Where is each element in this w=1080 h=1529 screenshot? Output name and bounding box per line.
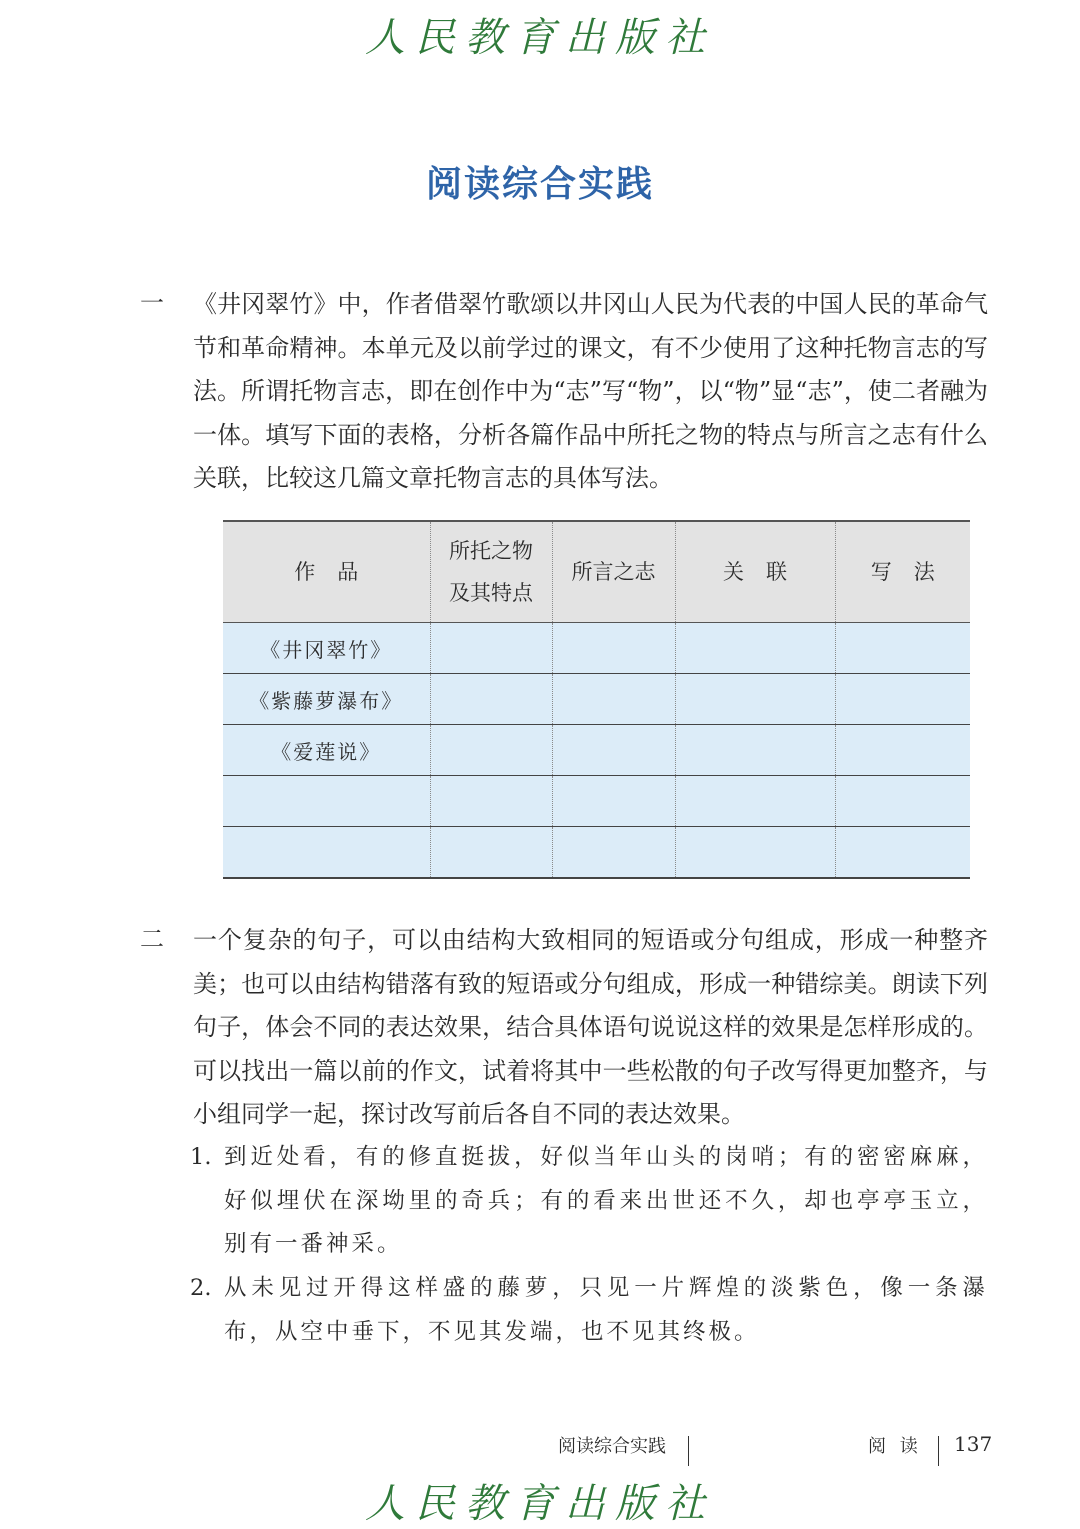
table-cell[interactable] [430, 776, 552, 827]
table-cell[interactable] [675, 623, 835, 674]
table-header-row [223, 521, 970, 623]
header-object-line1: 所托之物 [449, 539, 533, 563]
example-item-2-number: 2. [190, 1275, 212, 1301]
publisher-watermark-top: 人民教育出版社 [365, 15, 715, 61]
section-2-text: 一个复杂的句子，可以由结构大致相同的短语或分句组成，形成一种整齐美；也可以由结构错落有致的短语或分句组成，形成一种错综美。朗读下列句子，体会不同的表达效果，结合具体语句说说这样的效果是怎样形成的。可以找出一篇以前的作文，试着将其中一些松散的句子改写得更加整齐，与小组同学一起，探讨改写前后各自不同的表达效果。 [193, 926, 988, 1128]
table-cell[interactable] [552, 776, 675, 827]
header-work: 作品 [223, 521, 430, 623]
table-cell[interactable] [552, 725, 675, 776]
header-aspiration: 所言之志 [552, 521, 675, 623]
table-cell[interactable] [430, 674, 552, 725]
footer-divider [938, 1436, 939, 1466]
footer-divider [688, 1436, 689, 1466]
page-number: 137 [954, 1432, 993, 1456]
header-relation: 关联 [675, 521, 835, 623]
table-row [223, 623, 970, 674]
page-title: 阅读综合实践 [425, 163, 654, 205]
table-cell[interactable] [675, 827, 835, 879]
table-cell-work: 《井冈翠竹》 [223, 623, 430, 674]
section-1-number: 一 [140, 289, 164, 317]
example-item-2-text: 从未见过开得这样盛的藤萝，只见一片辉煌的淡紫色，像一条瀑布，从空中垂下，不见其发端，也不见其终极。 [224, 1275, 988, 1345]
table-cell[interactable] [675, 674, 835, 725]
table-row [223, 725, 970, 776]
table-cell[interactable] [835, 725, 970, 776]
table-cell-work: 《紫藤萝瀑布》 [223, 674, 430, 725]
table-cell[interactable] [675, 776, 835, 827]
table-cell[interactable] [835, 827, 970, 879]
section-1-text: 《井冈翠竹》中，作者借翠竹歌颂以井冈山人民为代表的中国人民的革命气节和革命精神。本单元及以前学过的课文，有不少使用了这种托物言志的写法。所谓托物言志，即在创作中为“志”写“物”，以“物”显“志”，使二者融为一体。填写下面的表格，分析各篇作品中所托之物的特点与所言之志有什么关联，比较这几篇文章托物言志的具体写法。 [193, 290, 988, 492]
table-cell[interactable] [430, 827, 552, 879]
table-cell[interactable] [835, 674, 970, 725]
table-cell[interactable] [835, 776, 970, 827]
table-cell[interactable] [552, 623, 675, 674]
table-cell-work[interactable] [223, 827, 430, 879]
footer-section-name: 阅读综合实践 [558, 1436, 666, 1457]
header-object-line2: 及其特点 [449, 581, 533, 605]
header-object [430, 521, 552, 623]
table-row [223, 674, 970, 725]
footer-part-name: 阅 读 [868, 1436, 922, 1457]
section-2-number: 二 [140, 925, 164, 953]
example-item-1-number: 1. [190, 1144, 212, 1170]
table-cell[interactable] [430, 725, 552, 776]
table-cell[interactable] [430, 623, 552, 674]
table-row [223, 776, 970, 827]
publisher-watermark-bottom: 人民教育出版社 [365, 1481, 715, 1527]
table-cell-work[interactable] [223, 776, 430, 827]
table-cell-work: 《爱莲说》 [223, 725, 430, 776]
header-method: 写法 [835, 521, 970, 623]
table-cell[interactable] [552, 827, 675, 879]
table-cell[interactable] [552, 674, 675, 725]
analysis-table [223, 520, 970, 879]
table-cell[interactable] [675, 725, 835, 776]
table-cell[interactable] [835, 623, 970, 674]
example-item-1-text: 到近处看，有的修直挺拔，好似当年山头的岗哨；有的密密麻麻，好似埋伏在深坳里的奇兵；有的看来出世还不久，却也亭亭玉立，别有一番神采。 [224, 1144, 988, 1257]
table-row [223, 827, 970, 879]
